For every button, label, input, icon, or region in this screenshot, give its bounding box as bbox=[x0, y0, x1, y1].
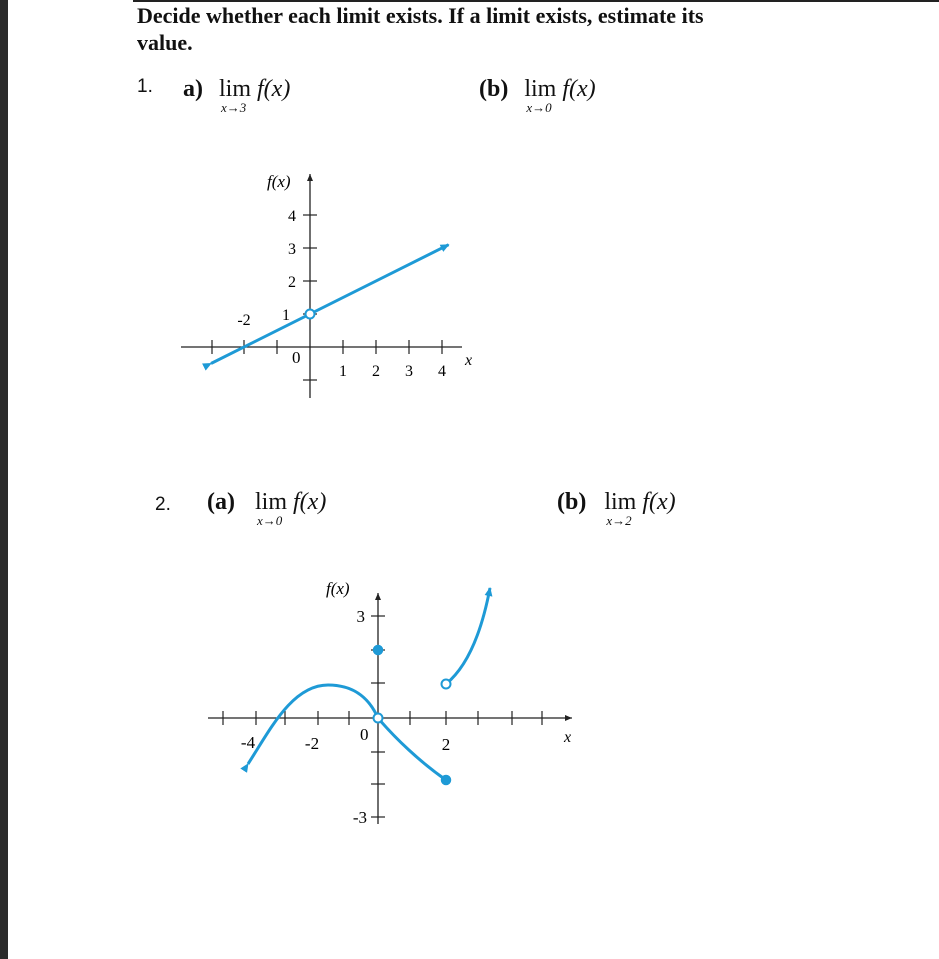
lim-text: lim bbox=[604, 489, 637, 515]
function-expression: f(x) bbox=[562, 76, 596, 102]
graph-1-line bbox=[211, 245, 449, 364]
problem-2-part-a bbox=[207, 489, 327, 528]
graph-2-x-tick-label: -4 bbox=[240, 733, 256, 752]
graph-1-neg-label: -2 bbox=[237, 312, 251, 329]
graph-1-y-tick-label: 4 bbox=[288, 208, 296, 225]
graph-2-x-tick-label: -2 bbox=[304, 734, 320, 753]
graph-1-open-point bbox=[306, 310, 315, 319]
lim-text: lim bbox=[219, 76, 252, 102]
problem-2-number: 2. bbox=[155, 494, 171, 515]
graph-2-y-tick-label: 3 bbox=[356, 607, 365, 626]
function-expression: f(x) bbox=[293, 489, 327, 515]
graph-1-y-axis-label: f(x) bbox=[267, 172, 291, 191]
prompt-line-1: Decide whether each limit exists. If a limit exists, estimate its bbox=[137, 3, 704, 28]
function-expression: f(x) bbox=[257, 76, 291, 102]
graph-1-x-tick-label: 2 bbox=[372, 363, 380, 380]
function-expression: f(x) bbox=[642, 489, 676, 515]
lim-text: lim bbox=[254, 489, 287, 515]
graph-2-y-tick-label: -3 bbox=[352, 808, 367, 827]
graph-2-x-tick-label: 2 bbox=[441, 735, 451, 754]
graph-2-left-curve bbox=[248, 685, 446, 780]
part-a-label: (a) bbox=[207, 489, 235, 515]
graph-1 bbox=[181, 172, 472, 398]
graph-1-x-tick-label: 3 bbox=[405, 363, 413, 380]
graph-1-y-tick-label: 1 bbox=[282, 307, 290, 324]
prompt-line-2: value. bbox=[137, 30, 193, 55]
lim-text: lim bbox=[524, 76, 557, 102]
graph-2-closed-point bbox=[374, 646, 383, 655]
graph-1-x-tick-label: 1 bbox=[339, 363, 347, 380]
graph-2-open-point bbox=[374, 714, 383, 723]
part-b-label: (b) bbox=[479, 76, 509, 102]
lim-subscript: x→0 bbox=[526, 100, 552, 115]
problem-1-number: 1. bbox=[137, 76, 153, 97]
lim-subscript: x→3 bbox=[221, 100, 247, 115]
part-b-label: (b) bbox=[557, 489, 587, 515]
graph-1-y-tick-label: 3 bbox=[288, 241, 296, 258]
lim-subscript: x→2 bbox=[606, 513, 632, 528]
problem-2-part-b bbox=[557, 489, 676, 528]
graph-1-x-axis-label: x bbox=[465, 352, 473, 369]
graph-2 bbox=[208, 579, 572, 827]
graph-2-x-axis-label: x bbox=[564, 729, 572, 746]
graph-2-origin-label: 0 bbox=[360, 725, 369, 744]
graph-1-origin-label: 0 bbox=[292, 348, 301, 367]
graph-1-y-tick-label: 2 bbox=[288, 274, 296, 291]
graph-2-right-curve bbox=[446, 588, 490, 684]
graph-2-open-point bbox=[442, 680, 451, 689]
graph-1-x-tick-label: 4 bbox=[438, 363, 446, 380]
graph-2-closed-point bbox=[442, 776, 451, 785]
part-a-label: a) bbox=[183, 76, 203, 102]
lim-subscript: x→0 bbox=[256, 513, 283, 528]
graph-2-y-axis-label: f(x) bbox=[326, 579, 350, 598]
